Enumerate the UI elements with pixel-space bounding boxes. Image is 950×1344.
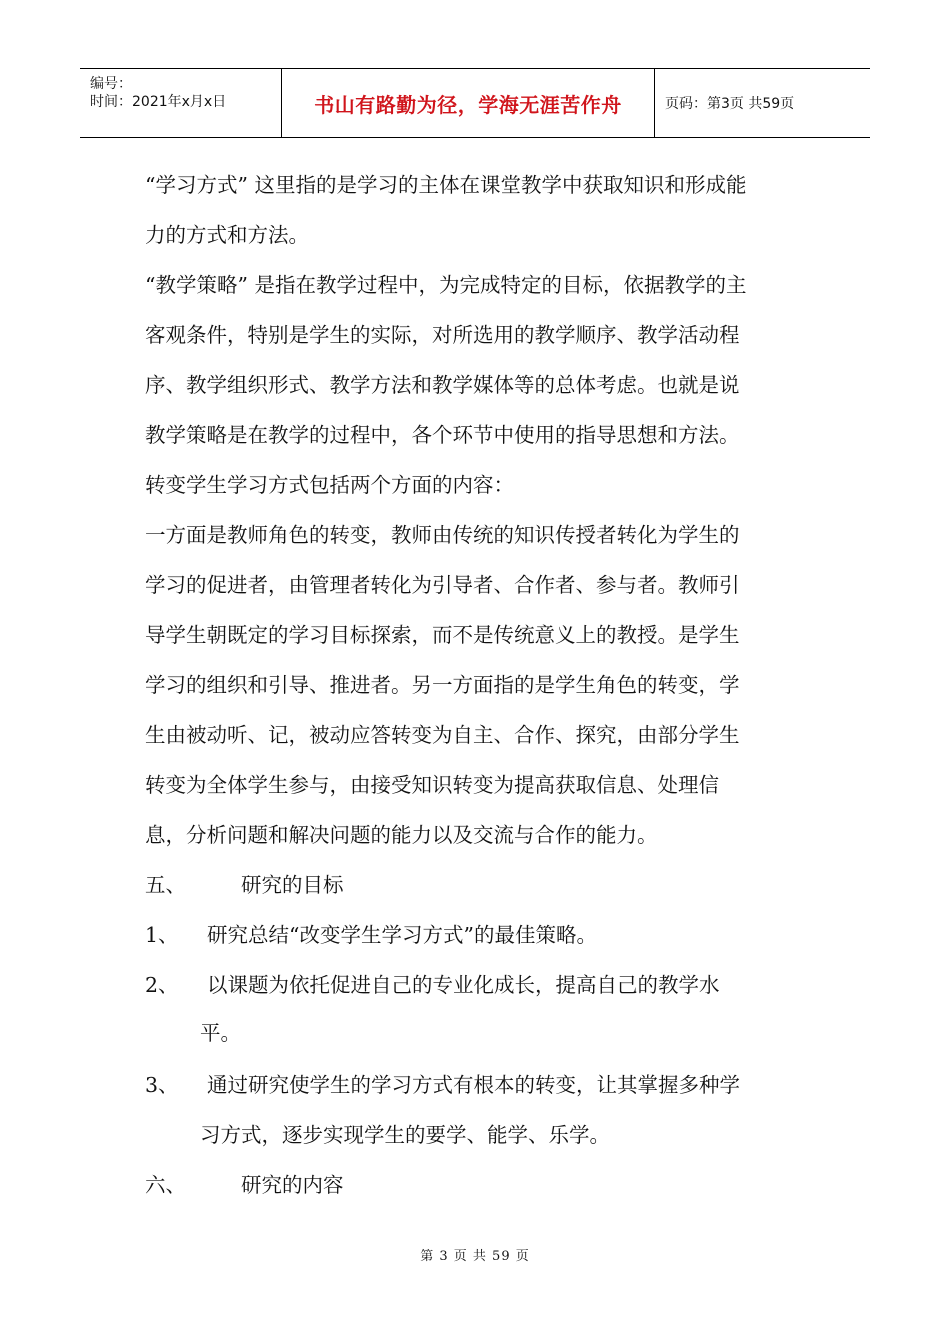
goal-text: 研究总结“改变学生学习方式”的最佳策略。 (207, 923, 597, 947)
text-line: 学习的促进者，由管理者转化为引导者、合作者、参与者。教师引 (145, 573, 740, 597)
text-line: 教学策略是在教学的过程中，各个环节中使用的指导思想和方法。 (145, 423, 740, 447)
motto-text: 书山有路勤为径，学海无涯苦作舟 (314, 92, 622, 117)
text-line: 息，分析问题和解决问题的能力以及交流与合作的能力。 (145, 823, 658, 847)
goal-number: 1、 (145, 923, 179, 947)
section-5-title: 研究的目标 (241, 873, 344, 897)
goal-text-continued: 平。 (200, 1021, 241, 1045)
page-footer: 第 3 页 共 59 页 (420, 1249, 530, 1264)
section-5-number: 五、 (145, 873, 186, 897)
text-line: 导学生朝既定的学习目标探索，而不是传统意义上的教授。是学生 (145, 623, 740, 647)
goal-item-3 (145, 1060, 740, 1110)
page-header (80, 68, 870, 138)
goal-item-1 (145, 910, 597, 960)
text-line: 生由被动听、记，被动应答转变为自主、合作、探究，由部分学生 (145, 723, 740, 747)
goal-number: 3、 (145, 1073, 179, 1097)
text-line: 客观条件，特别是学生的实际，对所选用的教学顺序、教学活动程 (145, 323, 740, 347)
section-6-heading (145, 1160, 344, 1210)
text-line: 序、教学组织形式、教学方法和教学媒体等的总体考虑。也就是说 (145, 373, 740, 397)
research-sections (145, 860, 815, 1280)
goal-text: 以课题为依托促进自己的专业化成长，提高自己的教学水 (207, 973, 720, 997)
code-label: 编号： (90, 76, 132, 92)
text-line: “学习方式” 这里指的是学习的主体在课堂教学中获取知识和形成能 (145, 173, 747, 197)
text-line: “教学策略” 是指在教学过程中，为完成特定的目标，依据教学的主 (145, 273, 747, 297)
text-line: 学习的组织和引导、推进者。另一方面指的是学生角色的转变，学 (145, 673, 740, 697)
date-label: 时间：2021年x月x日 (90, 94, 227, 110)
header-page-info (655, 69, 870, 137)
goal-text: 通过研究使学生的学习方式有根本的转变，让其掌握多种学 (207, 1073, 740, 1097)
section-6-number: 六、 (145, 1173, 186, 1197)
header-meta (80, 69, 282, 137)
text-line: 转变学生学习方式包括两个方面的内容： (145, 473, 514, 497)
text-line: 转变为全体学生参与，由接受知识转变为提高获取信息、处理信 (145, 773, 719, 797)
text-line: 力的方式和方法。 (145, 223, 309, 247)
text-line: 一方面是教师角色的转变，教师由传统的知识传授者转化为学生的 (145, 523, 740, 547)
header-motto (282, 69, 655, 137)
section-6-title: 研究的内容 (241, 1173, 344, 1197)
body-paragraphs (145, 160, 815, 860)
goal-text-continued: 习方式，逐步实现学生的要学、能学、乐学。 (200, 1123, 610, 1147)
section-5-heading (145, 860, 344, 910)
goal-number: 2、 (145, 973, 179, 997)
page-info-text: 页码：第3页 共59页 (665, 96, 795, 112)
goal-item-2 (145, 960, 720, 1010)
